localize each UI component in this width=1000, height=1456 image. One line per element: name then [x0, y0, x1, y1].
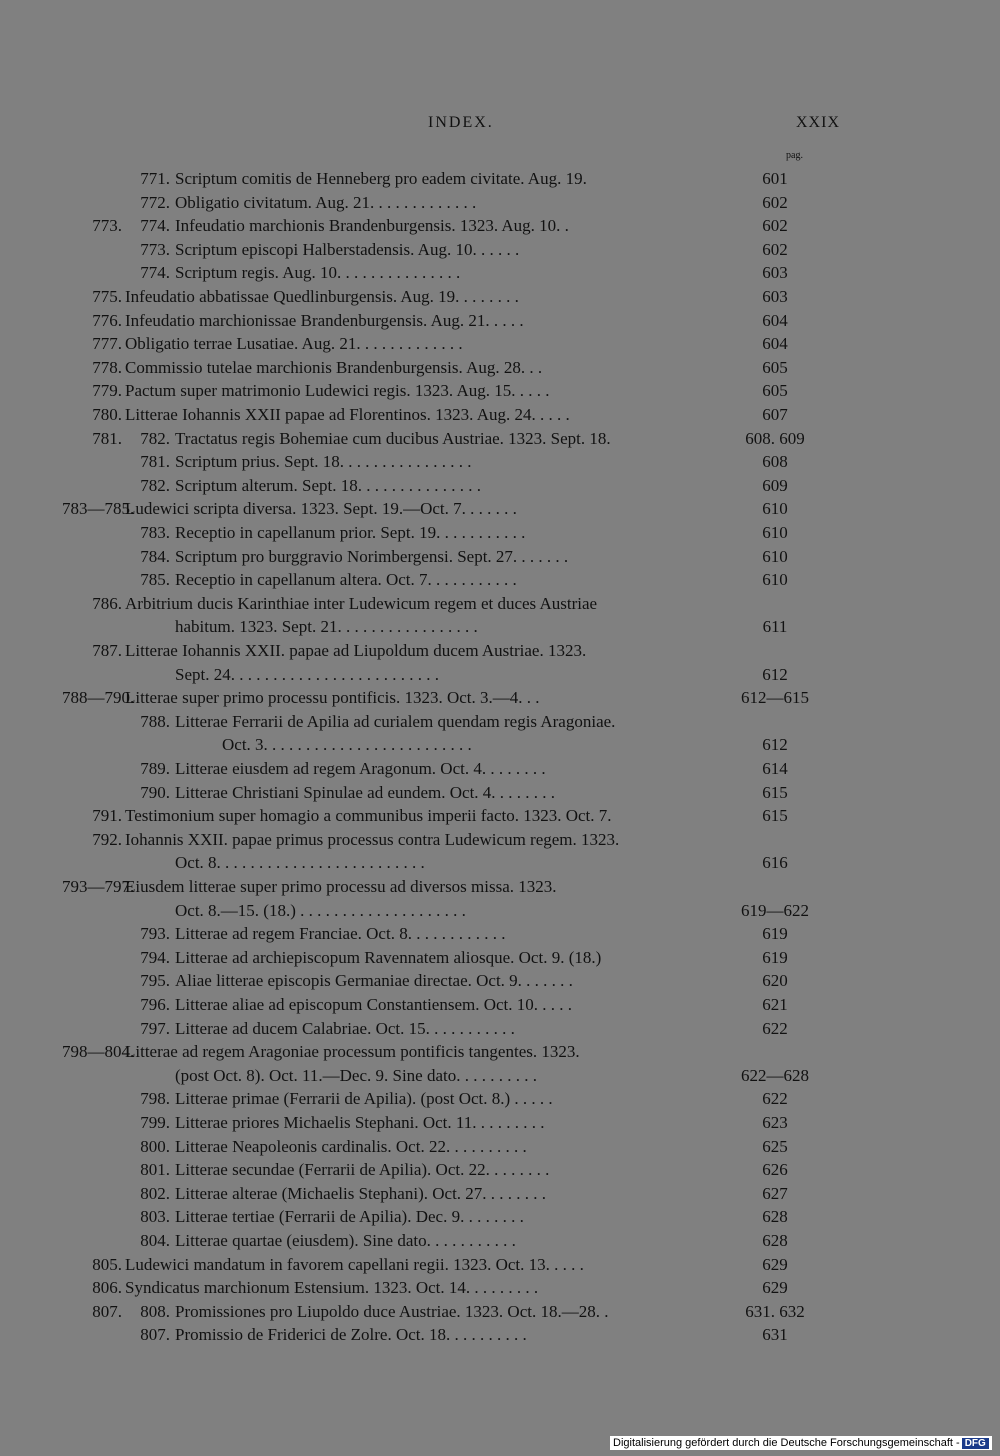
index-entry	[0, 427, 1000, 451]
entry-title: Aliae litterae episcopis Germaniae directae. Oct. 9. . . . . . .	[175, 971, 573, 991]
index-entry	[0, 1182, 1000, 1206]
entry-subnumber: 799.	[140, 1113, 170, 1132]
entry-number: 779.	[92, 381, 122, 401]
index-entry	[0, 191, 1000, 215]
entry-title: Litterae super primo processu pontificis. 1323. Oct. 3.—4. . .	[125, 688, 540, 708]
entry-title: Scriptum comitis de Henneberg pro eadem civitate. Aug. 19.	[175, 169, 587, 188]
index-entry	[0, 686, 1000, 710]
entry-page: 629	[762, 1278, 788, 1298]
entry-title: Litterae Iohannis XXII. papae ad Liupoldum ducem Austriae. 1323.	[125, 641, 587, 660]
index-entry	[0, 238, 1000, 262]
entry-subnumber: 800.	[140, 1136, 170, 1156]
entry-page: 609	[762, 475, 788, 495]
index-entry	[0, 1253, 1000, 1277]
entry-title: Litterae Ferrarii de Apilia ad curialem quendam regis Aragoniae.	[175, 711, 616, 731]
index-entry	[0, 1323, 1000, 1347]
entry-title: Scriptum regis. Aug. 10. . . . . . . . . . . . . . .	[175, 263, 461, 283]
entry-subnumber: 782.	[140, 475, 170, 495]
index-entry	[0, 261, 1000, 285]
entry-page: 612—615	[741, 688, 809, 708]
entry-page: 604	[762, 334, 788, 354]
entry-page: 601	[762, 169, 788, 188]
entry-title: Pactum super matrimonio Ludewici regis. 1323. Aug. 15. . . . .	[125, 381, 550, 401]
entry-title: Ludewici mandatum in favorem capellani regii. 1323. Oct. 13. . . . .	[125, 1254, 584, 1274]
entry-title: Infeudatio abbatissae Quedlinburgensis. Aug. 19. . . . . . . .	[125, 287, 519, 306]
entry-subnumber: 797.	[140, 1018, 170, 1038]
entry-title: Litterae tertiae (Ferrarii de Apilia). Dec. 9. . . . . . . .	[175, 1207, 524, 1227]
index-entry	[0, 497, 1000, 521]
entry-subnumber: 772.	[140, 192, 170, 212]
entry-title: Litterae aliae ad episcopum Constantiensem. Oct. 10. . . . .	[175, 995, 573, 1014]
entry-number: 781.	[92, 428, 122, 448]
index-entry	[0, 332, 1000, 356]
entry-page: 619	[762, 947, 788, 967]
entry-page: 603	[762, 287, 788, 306]
entry-page: 614	[762, 759, 788, 778]
entry-page: 628	[762, 1207, 788, 1227]
entry-title: Arbitrium ducis Karinthiae inter Ludewicum regem et duces Austriae	[125, 593, 598, 613]
entry-title: Oct. 3. . . . . . . . . . . . . . . . . . . . . . . . .	[222, 735, 472, 755]
entry-subnumber: 804.	[140, 1231, 170, 1250]
entry-number: 798—804.	[62, 1042, 135, 1062]
entry-page: 621	[762, 995, 788, 1014]
entry-title: Iohannis XXII. papae primus processus contra Ludewicum regem. 1323.	[125, 829, 620, 849]
entry-number: 793—797.	[62, 877, 135, 896]
entry-page: 604	[762, 310, 788, 330]
entry-page: 625	[762, 1136, 788, 1156]
entry-title: Scriptum episcopi Halberstadensis. Aug. 10. . . . . .	[175, 239, 520, 259]
index-entry	[0, 309, 1000, 333]
entry-subnumber: 793.	[140, 924, 170, 944]
entry-number: 786.	[92, 593, 122, 613]
entry-title: Litterae ad ducem Calabriae. Oct. 15. . . . . . . . . . .	[175, 1018, 515, 1038]
entry-number: 791.	[92, 806, 122, 826]
entry-subnumber: 801.	[140, 1160, 170, 1180]
entry-page: 622—628	[741, 1065, 809, 1085]
entry-title: Promissio de Friderici de Zolre. Oct. 18. . . . . . . . . .	[175, 1325, 527, 1345]
entry-page: 612	[762, 735, 788, 755]
entry-subnumber: 774.	[140, 263, 170, 283]
index-entry	[0, 1064, 1000, 1088]
entry-page: 628	[762, 1231, 788, 1250]
index-entry	[0, 710, 1000, 734]
entry-subnumber: 788.	[140, 711, 170, 731]
entry-page: 608	[762, 452, 788, 472]
entry-subnumber: 783.	[140, 523, 170, 542]
index-entry	[0, 568, 1000, 592]
entry-title: Litterae Neapoleonis cardinalis. Oct. 22. . . . . . . . . .	[175, 1136, 527, 1156]
entry-number: 776.	[92, 310, 122, 330]
entry-title: Litterae ad archiepiscopum Ravennatem aliosque. Oct. 9. (18.)	[175, 947, 602, 967]
entry-title: Obligatio terrae Lusatiae. Aug. 21. . . . . . . . . . . . .	[125, 334, 463, 354]
entry-number: 775.	[92, 287, 122, 306]
entry-page: 602	[762, 192, 788, 212]
index-entry	[0, 474, 1000, 498]
index-entry	[0, 545, 1000, 569]
entry-subnumber: 774.	[140, 216, 170, 236]
entry-title: Obligatio civitatum. Aug. 21. . . . . . . . . . . . .	[175, 192, 477, 212]
entry-page: 603	[762, 263, 788, 283]
index-entry	[0, 1087, 1000, 1111]
index-entry	[0, 851, 1000, 875]
entry-subnumber: 789.	[140, 759, 170, 778]
index-entry	[0, 993, 1000, 1017]
entry-subnumber: 790.	[140, 782, 170, 802]
entry-title: Eiusdem litterae super primo processu ad diversos missa. 1323.	[125, 877, 557, 896]
entry-number: 792.	[92, 829, 122, 849]
index-entry	[0, 757, 1000, 781]
entry-page: 605	[762, 357, 788, 377]
entry-title: Scriptum prius. Sept. 18. . . . . . . . . . . . . . . .	[175, 452, 472, 472]
entry-number: 773.	[92, 216, 122, 236]
entry-subnumber: 794.	[140, 947, 170, 967]
entry-page: 622	[762, 1018, 788, 1038]
index-entry	[0, 1017, 1000, 1041]
entry-page: 605	[762, 381, 788, 401]
entry-page: 610	[762, 523, 788, 542]
entry-number: 805.	[92, 1254, 122, 1274]
entry-page: 610	[762, 499, 788, 519]
entry-subnumber: 798.	[140, 1089, 170, 1109]
entry-title: Tractatus regis Bohemiae cum ducibus Austriae. 1323. Sept. 18.	[175, 428, 611, 448]
entry-title: Infeudatio marchionis Brandenburgensis. 1323. Aug. 10. .	[175, 216, 569, 236]
entry-title: Receptio in capellanum prior. Sept. 19. . . . . . . . . . .	[175, 523, 526, 542]
entry-title: Receptio in capellanum altera. Oct. 7. . . . . . . . . . .	[175, 570, 517, 590]
index-entry	[0, 1040, 1000, 1064]
entry-page: 619—622	[741, 900, 809, 920]
running-head: INDEX.	[428, 114, 494, 131]
entry-subnumber: 785.	[140, 570, 170, 590]
entry-title: Litterae eiusdem ad regem Aragonum. Oct. 4. . . . . . . .	[175, 759, 546, 778]
entry-subnumber: 784.	[140, 546, 170, 566]
entry-number: 806.	[92, 1278, 122, 1298]
index-entry	[0, 639, 1000, 663]
dfg-logo: DFG	[962, 1438, 989, 1449]
index-entry	[0, 167, 1000, 191]
index-entry	[0, 946, 1000, 970]
entry-title: habitum. 1323. Sept. 21. . . . . . . . . . . . . . . . .	[175, 617, 478, 637]
entry-number: 787.	[92, 641, 122, 660]
entry-title: Litterae ad regem Aragoniae processum pontificis tangentes. 1323.	[125, 1042, 580, 1062]
entry-subnumber: 796.	[140, 995, 170, 1014]
index-entry	[0, 615, 1000, 639]
index-entry	[0, 1158, 1000, 1182]
entry-page: 602	[762, 216, 788, 236]
entry-number: 778.	[92, 357, 122, 377]
entry-number: 777.	[92, 334, 122, 354]
entry-page: 612	[762, 664, 788, 684]
index-entry	[0, 781, 1000, 805]
index-entry	[0, 450, 1000, 474]
entry-title: Testimonium super homagio a communibus imperii facto. 1323. Oct. 7.	[125, 806, 612, 826]
entry-subnumber: 807.	[140, 1325, 170, 1345]
entry-page: 616	[762, 853, 788, 873]
index-entry	[0, 592, 1000, 616]
entry-page: 631	[762, 1325, 788, 1345]
entry-title: Scriptum alterum. Sept. 18. . . . . . . . . . . . . . .	[175, 475, 481, 495]
index-entry	[0, 521, 1000, 545]
entry-subnumber: 802.	[140, 1183, 170, 1203]
index-entry	[0, 969, 1000, 993]
entry-title: Scriptum pro burggravio Norimbergensi. Sept. 27. . . . . . .	[175, 546, 569, 566]
entry-page: 620	[762, 971, 788, 991]
entry-number: 788—790.	[62, 688, 135, 708]
entry-title: Infeudatio marchionissae Brandenburgensis. Aug. 21. . . . .	[125, 310, 524, 330]
index-entry	[0, 922, 1000, 946]
entry-title: Promissiones pro Liupoldo duce Austriae. 1323. Oct. 18.—28. .	[175, 1301, 609, 1321]
entry-page: 610	[762, 570, 788, 590]
entry-number: 783—785.	[62, 499, 135, 519]
index-entry	[0, 875, 1000, 899]
entry-title: Litterae ad regem Franciae. Oct. 8. . . . . . . . . . . .	[175, 924, 506, 944]
entry-page: 615	[762, 806, 788, 826]
entry-title: Syndicatus marchionum Estensium. 1323. Oct. 14. . . . . . . . .	[125, 1278, 539, 1298]
entry-page: 602	[762, 239, 788, 259]
entry-title: Litterae primae (Ferrarii de Apilia). (post Oct. 8.) . . . . .	[175, 1089, 553, 1109]
entry-page: 627	[762, 1183, 788, 1203]
entry-page: 615	[762, 782, 788, 802]
index-entry	[0, 379, 1000, 403]
index-entry	[0, 663, 1000, 687]
index-entry	[0, 1135, 1000, 1159]
index-entry	[0, 1111, 1000, 1135]
entry-subnumber: 782.	[140, 428, 170, 448]
index-entry	[0, 285, 1000, 309]
index-entry	[0, 214, 1000, 238]
entry-page: 619	[762, 924, 788, 944]
entry-subnumber: 781.	[140, 452, 170, 472]
entry-page: 631. 632	[745, 1301, 805, 1321]
entry-page: 610	[762, 546, 788, 566]
entry-subnumber: 803.	[140, 1207, 170, 1227]
entry-title: Litterae secundae (Ferrarii de Apilia). Oct. 22. . . . . . . .	[175, 1160, 550, 1180]
entry-page: 622	[762, 1089, 788, 1109]
entry-page: 611	[762, 617, 788, 637]
entry-page: 623	[762, 1113, 788, 1132]
entry-page: 608. 609	[745, 428, 805, 448]
entry-page: 629	[762, 1254, 788, 1274]
entry-title: Litterae quartae (eiusdem). Sine dato. . . . . . . . . . .	[175, 1231, 516, 1250]
page-number: XXIX	[796, 114, 840, 131]
entry-title: (post Oct. 8). Oct. 11.—Dec. 9. Sine dato. . . . . . . . . .	[175, 1065, 537, 1085]
entry-subnumber: 808.	[140, 1301, 170, 1321]
entry-page: 626	[762, 1160, 788, 1180]
entry-title: Litterae priores Michaelis Stephani. Oct. 11. . . . . . . . .	[175, 1113, 545, 1132]
entry-number: 807.	[92, 1301, 122, 1321]
entry-title: Litterae alterae (Michaelis Stephani). Oct. 27. . . . . . . .	[175, 1183, 547, 1203]
entry-title: Commissio tutelae marchionis Brandenburgensis. Aug. 28. . .	[125, 357, 543, 377]
index-entry	[0, 356, 1000, 380]
entry-page: 607	[762, 405, 788, 424]
entry-number: 780.	[92, 405, 122, 424]
index-entry	[0, 1229, 1000, 1253]
index-entry	[0, 403, 1000, 427]
index-entry	[0, 733, 1000, 757]
entry-subnumber: 795.	[140, 971, 170, 991]
index-entry	[0, 1205, 1000, 1229]
entry-title: Oct. 8. . . . . . . . . . . . . . . . . . . . . . . . .	[175, 853, 425, 873]
index-entry	[0, 1276, 1000, 1300]
index-entry	[0, 1300, 1000, 1324]
index-entry	[0, 899, 1000, 923]
index-entry	[0, 828, 1000, 852]
entry-subnumber: 773.	[140, 239, 170, 259]
footer-credit	[610, 1436, 992, 1450]
entry-subnumber: 771.	[140, 169, 170, 188]
footer-text: Digitalisierung gefördert durch die Deutsche Forschungsgemeinschaft -	[613, 1437, 960, 1449]
entry-title: Sept. 24. . . . . . . . . . . . . . . . . . . . . . . . .	[175, 664, 439, 684]
index-entry	[0, 804, 1000, 828]
entry-title: Oct. 8.—15. (18.) . . . . . . . . . . . . . . . . . . . .	[175, 900, 466, 920]
pag-label: pag.	[786, 150, 803, 161]
entry-title: Ludewici scripta diversa. 1323. Sept. 19.—Oct. 7. . . . . . .	[125, 499, 517, 519]
entry-title: Litterae Christiani Spinulae ad eundem. Oct. 4. . . . . . . .	[175, 782, 556, 802]
entry-title: Litterae Iohannis XXII papae ad Florentinos. 1323. Aug. 24. . . . .	[125, 405, 570, 424]
